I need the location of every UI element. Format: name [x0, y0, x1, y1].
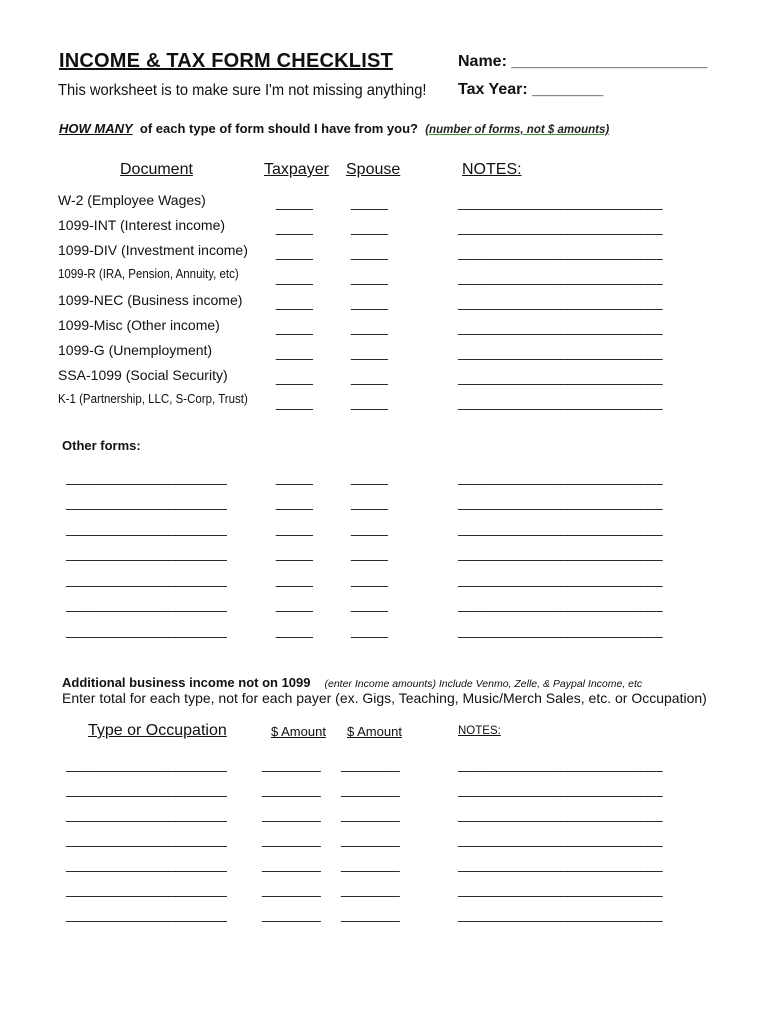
spouse-count-field[interactable]: _____ — [351, 344, 388, 360]
col-header-type: Type or Occupation — [88, 722, 227, 739]
notes-field[interactable]: ____________________________ — [458, 494, 663, 510]
taxpayer-count-field[interactable]: _____ — [276, 545, 313, 561]
spouse-count-field[interactable]: _____ — [351, 545, 388, 561]
spouse-count-field[interactable]: _____ — [351, 319, 388, 335]
spouse-count-field[interactable]: _____ — [351, 571, 388, 587]
col-header-notes: NOTES: — [458, 725, 501, 737]
notes-field[interactable]: ____________________________ — [458, 856, 663, 872]
notes-field[interactable]: ____________________________ — [458, 906, 663, 922]
other-form-name-field[interactable]: ______________________ — [66, 545, 227, 561]
taxpayer-count-field[interactable]: _____ — [276, 394, 313, 410]
notes-field[interactable]: ____________________________ — [458, 596, 663, 612]
business-income-instructions: Enter total for each type, not for each payer (ex. Gigs, Teaching, Music/Merch Sales, etc. or Occupation) — [62, 690, 707, 706]
spouse-count-field[interactable]: _____ — [351, 596, 388, 612]
taxpayer-count-field[interactable]: _____ — [276, 269, 313, 285]
other-form-name-field[interactable]: ______________________ — [66, 520, 227, 536]
notes-field[interactable]: ____________________________ — [458, 806, 663, 822]
notes-field[interactable]: ____________________________ — [458, 831, 663, 847]
type-field[interactable]: ______________________ — [66, 831, 227, 847]
col-header-amount-1: $ Amount — [271, 724, 326, 739]
taxpayer-count-field[interactable]: _____ — [276, 596, 313, 612]
instructions-note: (number of forms, not $ amounts) — [425, 124, 610, 136]
notes-field[interactable]: ____________________________ — [458, 219, 663, 235]
instructions-how-many: HOW MANY — [59, 121, 133, 136]
form-row-label: 1099-NEC (Business income) — [58, 292, 243, 308]
taxpayer-count-field[interactable]: _____ — [276, 622, 313, 638]
col-header-document: Document — [120, 161, 193, 178]
spouse-count-field[interactable]: _____ — [351, 622, 388, 638]
notes-field[interactable]: ____________________________ — [458, 520, 663, 536]
amount-field[interactable]: ________ — [262, 806, 321, 822]
taxpayer-count-field[interactable]: _____ — [276, 244, 313, 260]
amount-field[interactable]: ________ — [341, 856, 400, 872]
notes-field[interactable]: ____________________________ — [458, 319, 663, 335]
amount-field[interactable]: ________ — [341, 756, 400, 772]
amount-field[interactable]: ________ — [262, 781, 321, 797]
type-field[interactable]: ______________________ — [66, 756, 227, 772]
amount-field[interactable]: ________ — [262, 756, 321, 772]
taxpayer-count-field[interactable]: _____ — [276, 494, 313, 510]
form-row-label: SSA-1099 (Social Security) — [58, 367, 228, 383]
notes-field[interactable]: ____________________________ — [458, 756, 663, 772]
notes-field[interactable]: ____________________________ — [458, 244, 663, 260]
spouse-count-field[interactable]: _____ — [351, 219, 388, 235]
form-row-label: 1099-G (Unemployment) — [58, 342, 213, 358]
type-field[interactable]: ______________________ — [66, 806, 227, 822]
other-form-name-field[interactable]: ______________________ — [66, 622, 227, 638]
taxpayer-count-field[interactable]: _____ — [276, 369, 313, 385]
form-row-label: 1099-INT (Interest income) — [58, 217, 226, 233]
notes-field[interactable]: ____________________________ — [458, 469, 663, 485]
spouse-count-field[interactable]: _____ — [351, 469, 388, 485]
spouse-count-field[interactable]: _____ — [351, 294, 388, 310]
notes-field[interactable]: ____________________________ — [458, 194, 663, 210]
other-forms-heading: Other forms: — [62, 438, 141, 453]
notes-field[interactable]: ____________________________ — [458, 269, 663, 285]
instructions-middle: of each type of form should I have from you? — [132, 121, 426, 136]
form-row-label: W-2 (Employee Wages) — [58, 192, 206, 208]
spouse-count-field[interactable]: _____ — [351, 394, 388, 410]
notes-field[interactable]: ____________________________ — [458, 545, 663, 561]
spouse-count-field[interactable]: _____ — [351, 269, 388, 285]
form-row-label: 1099-Misc (Other income) — [58, 317, 220, 333]
col-header-taxpayer: Taxpayer — [264, 161, 329, 178]
form-row-label: K-1 (Partnership, LLC, S-Corp, Trust) — [58, 392, 248, 406]
taxpayer-count-field[interactable]: _____ — [276, 344, 313, 360]
other-form-name-field[interactable]: ______________________ — [66, 494, 227, 510]
notes-field[interactable]: ____________________________ — [458, 781, 663, 797]
taxpayer-count-field[interactable]: _____ — [276, 571, 313, 587]
business-income-heading — [62, 675, 642, 690]
taxpayer-count-field[interactable]: _____ — [276, 219, 313, 235]
business-income-note: (enter Income amounts) Include Venmo, Zelle, & Paypal Income, etc — [324, 678, 643, 690]
notes-field[interactable]: ____________________________ — [458, 622, 663, 638]
spouse-count-field[interactable]: _____ — [351, 194, 388, 210]
type-field[interactable]: ______________________ — [66, 856, 227, 872]
notes-field[interactable]: ____________________________ — [458, 571, 663, 587]
amount-field[interactable]: ________ — [341, 906, 400, 922]
name-field[interactable]: Name: ______________________ — [458, 53, 708, 70]
col-header-spouse: Spouse — [346, 161, 401, 178]
type-field[interactable]: ______________________ — [66, 881, 227, 897]
col-header-amount-2: $ Amount — [347, 724, 402, 739]
notes-field[interactable]: ____________________________ — [458, 344, 663, 360]
form-row-label: 1099-DIV (Investment income) — [58, 242, 248, 258]
notes-field[interactable]: ____________________________ — [458, 369, 663, 385]
notes-field[interactable]: ____________________________ — [458, 881, 663, 897]
amount-field[interactable]: ________ — [262, 831, 321, 847]
taxpayer-count-field[interactable]: _____ — [276, 194, 313, 210]
other-form-name-field[interactable]: ______________________ — [66, 469, 227, 485]
amount-field[interactable]: ________ — [341, 831, 400, 847]
amount-field[interactable]: ________ — [341, 881, 400, 897]
form-row-label: 1099-R (IRA, Pension, Annuity, etc) — [58, 267, 239, 281]
taxpayer-count-field[interactable]: _____ — [276, 469, 313, 485]
spouse-count-field[interactable]: _____ — [351, 369, 388, 385]
tax-year-field[interactable]: Tax Year: ________ — [458, 81, 604, 98]
spouse-count-field[interactable]: _____ — [351, 244, 388, 260]
other-form-name-field[interactable]: ______________________ — [66, 571, 227, 587]
type-field[interactable]: ______________________ — [66, 781, 227, 797]
col-header-notes: NOTES: — [462, 161, 522, 178]
amount-field[interactable]: ________ — [262, 856, 321, 872]
amount-field[interactable]: ________ — [341, 806, 400, 822]
notes-field[interactable]: ____________________________ — [458, 294, 663, 310]
business-income-title: Additional business income not on 1099 — [62, 675, 311, 690]
page-title: INCOME & TAX FORM CHECKLIST — [59, 50, 393, 72]
instructions — [59, 121, 609, 136]
other-form-name-field[interactable]: ______________________ — [66, 596, 227, 612]
spouse-count-field[interactable]: _____ — [351, 494, 388, 510]
notes-field[interactable]: ____________________________ — [458, 394, 663, 410]
amount-field[interactable]: ________ — [262, 881, 321, 897]
page-subtitle: This worksheet is to make sure I'm not missing anything! — [58, 82, 427, 99]
amount-field[interactable]: ________ — [341, 781, 400, 797]
taxpayer-count-field[interactable]: _____ — [276, 319, 313, 335]
spouse-count-field[interactable]: _____ — [351, 520, 388, 536]
taxpayer-count-field[interactable]: _____ — [276, 520, 313, 536]
amount-field[interactable]: ________ — [262, 906, 321, 922]
type-field[interactable]: ______________________ — [66, 906, 227, 922]
taxpayer-count-field[interactable]: _____ — [276, 294, 313, 310]
